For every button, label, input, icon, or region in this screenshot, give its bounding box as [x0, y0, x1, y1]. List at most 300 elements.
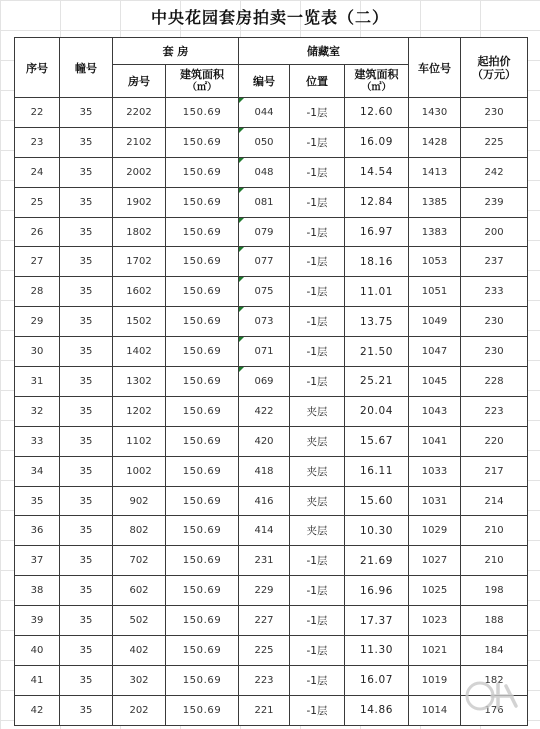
cell-price-text: 223 — [484, 405, 504, 417]
cell-seq — [15, 426, 60, 456]
cell-building — [60, 606, 113, 636]
cell-location — [290, 606, 345, 636]
cell-seq-text: 33 — [30, 435, 44, 447]
table-row — [15, 307, 528, 337]
cell-parking-text: 1045 — [421, 375, 448, 387]
cell-room-no-text: 1302 — [126, 375, 152, 387]
cell-building-text: 35 — [79, 585, 93, 597]
cell-building — [60, 217, 113, 247]
cell-building — [60, 546, 113, 576]
cell-storage-code — [239, 277, 290, 307]
cell-seq — [15, 396, 60, 426]
cell-price — [461, 367, 528, 397]
cell-parking-text: 1385 — [421, 196, 448, 208]
cell-seq — [15, 98, 60, 128]
cell-storage-area-text: 25.21 — [359, 375, 394, 388]
cell-seq-text: 22 — [30, 106, 44, 118]
cell-area-text: 150.69 — [182, 495, 222, 507]
cell-parking-text: 1049 — [421, 316, 448, 328]
cell-parking — [409, 636, 461, 666]
table-row — [15, 606, 528, 636]
cell-price-text: 242 — [484, 166, 504, 178]
cell-comment-marker-icon — [239, 128, 244, 133]
table-row — [15, 157, 528, 187]
cell-seq — [15, 486, 60, 516]
cell-storage-area — [345, 247, 409, 277]
cell-room-no — [113, 277, 166, 307]
cell-price-text: 198 — [484, 585, 504, 597]
cell-building — [60, 187, 113, 217]
cell-parking-text: 1413 — [421, 166, 448, 178]
cell-storage-area — [345, 396, 409, 426]
cell-seq — [15, 665, 60, 695]
cell-location-text: -1层 — [306, 166, 328, 179]
header-seq: 序号 — [15, 38, 60, 98]
cell-room-no — [113, 426, 166, 456]
cell-storage-area — [345, 486, 409, 516]
cell-seq-text: 37 — [30, 555, 44, 567]
cell-location-text: -1层 — [306, 316, 328, 329]
cell-room-no-text: 1002 — [126, 465, 152, 477]
cell-location — [290, 695, 345, 725]
cell-location — [290, 187, 345, 217]
cell-location-text: -1层 — [306, 106, 328, 119]
cell-room-no-text: 1402 — [126, 346, 152, 358]
cell-storage-area — [345, 307, 409, 337]
cell-room-no-text: 2002 — [126, 166, 152, 178]
cell-storage-area-text: 14.86 — [359, 704, 394, 717]
cell-location-text: -1层 — [306, 375, 328, 388]
cell-room-no — [113, 187, 166, 217]
cell-area — [166, 636, 239, 666]
cell-area-text: 150.69 — [182, 525, 222, 537]
cell-parking-text: 1014 — [421, 704, 448, 716]
cell-seq-text: 28 — [30, 286, 44, 298]
table-body — [15, 98, 528, 726]
cell-room-no — [113, 367, 166, 397]
cell-location-text: -1层 — [306, 585, 328, 598]
cell-seq — [15, 307, 60, 337]
cell-price — [461, 695, 528, 725]
cell-seq-text: 25 — [30, 196, 44, 208]
cell-area-text: 150.69 — [182, 435, 222, 447]
cell-seq-text: 31 — [30, 375, 44, 387]
cell-parking — [409, 665, 461, 695]
cell-location-text: -1层 — [306, 615, 328, 628]
cell-storage-code — [239, 636, 290, 666]
cell-location — [290, 157, 345, 187]
cell-storage-code-text: 073 — [254, 316, 274, 328]
cell-storage-code-text: 048 — [254, 166, 274, 178]
cell-area-text: 150.69 — [182, 704, 222, 716]
cell-building-text: 35 — [79, 405, 93, 417]
cell-location-text: 夹层 — [306, 525, 328, 538]
cell-seq-text: 39 — [30, 615, 44, 627]
cell-parking-text: 1043 — [421, 405, 448, 417]
cell-building — [60, 636, 113, 666]
header-room-no: 房号 — [113, 65, 166, 98]
cell-location-text: -1层 — [306, 555, 328, 568]
cell-building — [60, 695, 113, 725]
cell-room-no — [113, 247, 166, 277]
cell-storage-code-text: 231 — [254, 555, 274, 567]
cell-seq — [15, 187, 60, 217]
cell-area — [166, 247, 239, 277]
cell-seq-text: 38 — [30, 585, 44, 597]
header-price-unit: （万元） — [472, 67, 517, 81]
cell-location-text: 夹层 — [306, 405, 328, 418]
cell-storage-code-text: 221 — [254, 704, 274, 716]
cell-room-no-text: 1202 — [126, 405, 152, 417]
cell-price — [461, 456, 528, 486]
cell-location-text: 夹层 — [306, 435, 328, 448]
cell-price-text: 230 — [484, 106, 504, 118]
cell-building — [60, 486, 113, 516]
cell-building — [60, 247, 113, 277]
cell-price-text: 220 — [484, 435, 504, 447]
cell-storage-area-text: 14.54 — [359, 166, 394, 179]
cell-storage-area-text: 21.69 — [359, 554, 394, 567]
cell-storage-area-text: 13.75 — [359, 315, 394, 328]
cell-storage-area-text: 10.30 — [359, 524, 394, 537]
cell-storage-area — [345, 426, 409, 456]
cell-room-no-text: 1702 — [126, 256, 152, 268]
cell-storage-area — [345, 157, 409, 187]
table-row — [15, 516, 528, 546]
cell-parking-text: 1430 — [421, 106, 448, 118]
cell-storage-area-text: 12.84 — [359, 196, 394, 209]
cell-storage-area-text: 17.37 — [359, 614, 394, 627]
cell-storage-area — [345, 576, 409, 606]
cell-storage-code-text: 414 — [254, 525, 274, 537]
cell-seq — [15, 576, 60, 606]
cell-room-no — [113, 396, 166, 426]
cell-price — [461, 546, 528, 576]
cell-room-no-text: 1802 — [126, 226, 152, 238]
cell-storage-area-text: 16.96 — [359, 584, 394, 597]
cell-price-text: 225 — [484, 136, 504, 148]
cell-comment-marker-icon — [239, 188, 244, 193]
cell-comment-marker-icon — [239, 307, 244, 312]
cell-area — [166, 277, 239, 307]
cell-price — [461, 486, 528, 516]
cell-location — [290, 516, 345, 546]
cell-room-no — [113, 486, 166, 516]
cell-seq — [15, 157, 60, 187]
cell-seq-text: 35 — [30, 495, 44, 507]
cell-room-no — [113, 98, 166, 128]
cell-storage-area — [345, 456, 409, 486]
cell-parking-text: 1029 — [421, 525, 448, 537]
cell-price-text: 184 — [484, 644, 504, 656]
cell-area-text: 150.69 — [182, 286, 222, 298]
cell-seq — [15, 337, 60, 367]
cell-location — [290, 337, 345, 367]
cell-parking — [409, 486, 461, 516]
cell-room-no — [113, 307, 166, 337]
cell-parking — [409, 217, 461, 247]
cell-area-text: 150.69 — [182, 555, 222, 567]
cell-room-no — [113, 157, 166, 187]
cell-price-text: 188 — [484, 615, 504, 627]
cell-building-text: 35 — [79, 555, 93, 567]
cell-comment-marker-icon — [239, 337, 244, 342]
cell-area-text: 150.69 — [182, 256, 222, 268]
page-title: 中央花园套房拍卖一览表（二） — [150, 8, 389, 27]
cell-storage-area — [345, 217, 409, 247]
cell-room-no — [113, 665, 166, 695]
table-header — [15, 38, 528, 98]
cell-price — [461, 277, 528, 307]
cell-location — [290, 217, 345, 247]
cell-seq — [15, 546, 60, 576]
cell-storage-area-text: 15.60 — [359, 495, 394, 508]
cell-area-text: 150.69 — [182, 196, 222, 208]
cell-parking — [409, 426, 461, 456]
cell-price — [461, 217, 528, 247]
cell-parking — [409, 98, 461, 128]
cell-room-no — [113, 636, 166, 666]
cell-parking — [409, 307, 461, 337]
cell-storage-area — [345, 695, 409, 725]
table-row — [15, 127, 528, 157]
cell-seq — [15, 127, 60, 157]
cell-parking-text: 1023 — [421, 615, 448, 627]
cell-seq — [15, 367, 60, 397]
header-storage-area — [345, 65, 409, 98]
cell-seq — [15, 606, 60, 636]
cell-building-text: 35 — [79, 346, 93, 358]
cell-storage-code — [239, 367, 290, 397]
cell-building-text: 35 — [79, 226, 93, 238]
cell-storage-area — [345, 98, 409, 128]
cell-seq — [15, 516, 60, 546]
cell-area — [166, 665, 239, 695]
cell-storage-area-text: 16.07 — [359, 674, 394, 687]
cell-parking-text: 1041 — [421, 435, 448, 447]
cell-storage-area-text: 16.09 — [359, 136, 394, 149]
cell-parking — [409, 367, 461, 397]
cell-seq-text: 40 — [30, 644, 44, 656]
cell-seq-text: 30 — [30, 346, 44, 358]
cell-room-no-text: 902 — [129, 495, 149, 507]
cell-storage-code — [239, 187, 290, 217]
cell-parking — [409, 127, 461, 157]
cell-storage-area — [345, 187, 409, 217]
cell-building-text: 35 — [79, 136, 93, 148]
cell-comment-marker-icon — [239, 247, 244, 252]
cell-price — [461, 157, 528, 187]
cell-comment-marker-icon — [239, 158, 244, 163]
cell-storage-area — [345, 127, 409, 157]
cell-location — [290, 396, 345, 426]
table-row — [15, 98, 528, 128]
cell-location — [290, 636, 345, 666]
cell-location — [290, 576, 345, 606]
cell-building-text: 35 — [79, 196, 93, 208]
cell-area — [166, 456, 239, 486]
cell-location-text: 夹层 — [306, 495, 328, 508]
cell-area — [166, 516, 239, 546]
cell-room-no-text: 1902 — [126, 196, 152, 208]
cell-parking-text: 1047 — [421, 346, 448, 358]
cell-location-text: -1层 — [306, 644, 328, 657]
cell-price-text: 233 — [484, 286, 504, 298]
cell-area-text: 150.69 — [182, 166, 222, 178]
cell-room-no-text: 302 — [129, 674, 149, 686]
cell-storage-code — [239, 665, 290, 695]
cell-location-text: -1层 — [306, 256, 328, 269]
cell-building-text: 35 — [79, 465, 93, 477]
table-row — [15, 636, 528, 666]
cell-seq-text: 36 — [30, 525, 44, 537]
cell-building-text: 35 — [79, 525, 93, 537]
cell-area-text: 150.69 — [182, 465, 222, 477]
cell-parking-text: 1031 — [421, 495, 448, 507]
cell-price — [461, 665, 528, 695]
cell-storage-code — [239, 307, 290, 337]
cell-price — [461, 187, 528, 217]
cell-parking — [409, 456, 461, 486]
cell-room-no-text: 2102 — [126, 136, 152, 148]
cell-area — [166, 98, 239, 128]
cell-price — [461, 606, 528, 636]
cell-seq-text: 42 — [30, 704, 44, 716]
cell-storage-area-text: 20.04 — [359, 405, 394, 418]
cell-storage-code-text: 079 — [254, 226, 274, 238]
cell-parking-text: 1027 — [421, 555, 448, 567]
cell-seq — [15, 277, 60, 307]
table-row — [15, 247, 528, 277]
header-area-label: 建筑面积 — [180, 68, 224, 81]
cell-area — [166, 337, 239, 367]
cell-storage-area-text: 21.50 — [359, 345, 394, 358]
cell-area-text: 150.69 — [182, 375, 222, 387]
cell-price — [461, 307, 528, 337]
cell-storage-code — [239, 456, 290, 486]
header-storage-code: 编号 — [239, 65, 290, 98]
cell-building — [60, 396, 113, 426]
cell-building — [60, 127, 113, 157]
cell-building-text: 35 — [79, 644, 93, 656]
cell-building-text: 35 — [79, 435, 93, 447]
cell-storage-area — [345, 636, 409, 666]
cell-storage-area — [345, 546, 409, 576]
cell-room-no — [113, 606, 166, 636]
cell-area — [166, 695, 239, 725]
cell-comment-marker-icon — [239, 218, 244, 223]
cell-price-text: 210 — [484, 555, 504, 567]
cell-seq-text: 26 — [30, 226, 44, 238]
cell-building-text: 35 — [79, 495, 93, 507]
cell-area-text: 150.69 — [182, 106, 222, 118]
cell-parking-text: 1021 — [421, 644, 448, 656]
cell-price-text: 230 — [484, 346, 504, 358]
cell-room-no — [113, 576, 166, 606]
cell-storage-area-text: 16.97 — [359, 226, 394, 238]
cell-area-text: 150.69 — [182, 644, 222, 656]
cell-area-text: 150.69 — [182, 405, 222, 417]
table-row — [15, 486, 528, 516]
header-parking: 车位号 — [409, 38, 461, 98]
cell-building-text: 35 — [79, 674, 93, 686]
cell-price — [461, 426, 528, 456]
cell-area-text: 150.69 — [182, 136, 222, 148]
cell-price-text: 176 — [484, 704, 504, 716]
cell-area — [166, 426, 239, 456]
cell-location — [290, 277, 345, 307]
cell-storage-code — [239, 546, 290, 576]
cell-location-text: -1层 — [306, 674, 328, 687]
cell-room-no-text: 1102 — [126, 435, 152, 447]
cell-building-text: 35 — [79, 316, 93, 328]
cell-building — [60, 307, 113, 337]
cell-price — [461, 98, 528, 128]
cell-room-no — [113, 127, 166, 157]
cell-seq-text: 27 — [30, 256, 44, 268]
cell-area — [166, 307, 239, 337]
cell-area — [166, 127, 239, 157]
cell-location — [290, 486, 345, 516]
cell-storage-code — [239, 426, 290, 456]
cell-parking — [409, 337, 461, 367]
cell-location — [290, 98, 345, 128]
cell-area — [166, 546, 239, 576]
cell-location-text: -1层 — [306, 286, 328, 299]
cell-storage-code-text: 229 — [254, 585, 274, 597]
cell-parking-text: 1051 — [421, 286, 448, 298]
cell-storage-area — [345, 367, 409, 397]
cell-storage-code — [239, 98, 290, 128]
table-row — [15, 337, 528, 367]
cell-room-no-text: 502 — [129, 615, 149, 627]
header-price — [461, 38, 528, 98]
cell-storage-code — [239, 127, 290, 157]
table-row — [15, 456, 528, 486]
table-row — [15, 546, 528, 576]
header-storage-area-label: 建筑面积 — [354, 68, 399, 81]
cell-storage-code-text: 044 — [254, 106, 274, 118]
header-suite: 套 房 — [113, 38, 239, 65]
header-area-unit: （㎡） — [187, 82, 217, 93]
cell-location-text: -1层 — [306, 704, 328, 717]
cell-location-text: -1层 — [306, 226, 328, 239]
cell-seq — [15, 456, 60, 486]
cell-building-text: 35 — [79, 704, 93, 716]
cell-parking-text: 1025 — [421, 585, 448, 597]
cell-price-text: 237 — [484, 256, 504, 268]
cell-storage-code-text: 071 — [254, 346, 274, 358]
cell-price-text: 228 — [484, 375, 504, 387]
cell-parking — [409, 187, 461, 217]
cell-parking — [409, 695, 461, 725]
cell-storage-code-text: 075 — [254, 286, 274, 298]
cell-storage-area-text: 12.60 — [359, 106, 394, 119]
cell-storage-code-text: 050 — [254, 136, 274, 148]
cell-parking-text: 1033 — [421, 465, 448, 477]
cell-location — [290, 426, 345, 456]
cell-location — [290, 367, 345, 397]
cell-storage-code-text: 418 — [254, 465, 274, 477]
cell-storage-code — [239, 576, 290, 606]
cell-area-text: 150.69 — [182, 316, 222, 328]
cell-storage-code — [239, 337, 290, 367]
cell-price-text: 214 — [484, 495, 504, 507]
cell-room-no-text: 402 — [129, 644, 149, 656]
cell-seq — [15, 217, 60, 247]
table-row — [15, 367, 528, 397]
cell-building — [60, 426, 113, 456]
